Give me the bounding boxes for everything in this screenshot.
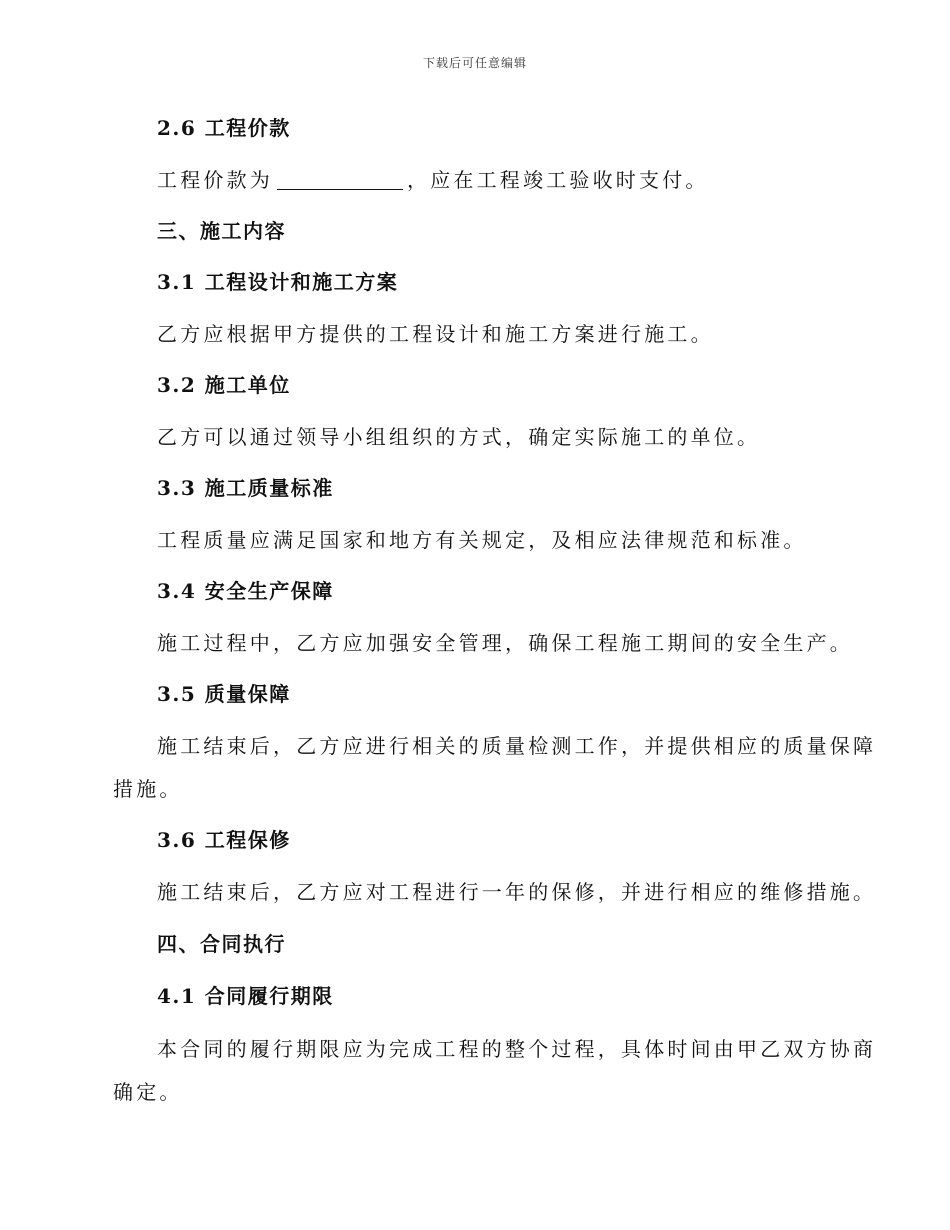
section-3-2-heading: 3.2 施工单位 <box>157 373 291 397</box>
section-3-1-paragraph: 乙方应根据甲方提供的工程设计和施工方案进行施工。 <box>157 322 714 346</box>
section-4-1-heading: 4.1 合同履行期限 <box>157 984 334 1008</box>
section-3-5-paragraph-line-2: 措施。 <box>113 777 183 801</box>
section-3-6-paragraph: 施工结束后，乙方应对工程进行一年的保修，并进行相应的维修措施。 <box>157 880 877 904</box>
section-3-3-paragraph: 工程质量应满足国家和地方有关规定，及相应法律规范和标准。 <box>157 528 807 552</box>
section-2-6-paragraph <box>157 166 709 194</box>
section-3-3-heading: 3.3 施工质量标准 <box>157 476 334 500</box>
section-3-4-heading: 3.4 安全生产保障 <box>157 579 334 603</box>
page-header: 下载后可任意编辑 <box>422 56 527 70</box>
section-3-6-heading: 3.6 工程保修 <box>157 828 291 852</box>
chapter-4-heading: 四、合同执行 <box>157 932 286 956</box>
section-2-6-text-after-blank: ，应在工程竣工验收时支付。 <box>407 168 709 192</box>
section-2-6-heading: 2.6 工程价款 <box>157 116 291 140</box>
section-4-1-paragraph-line-2: 确定。 <box>113 1080 183 1104</box>
section-2-6-text-before-blank: 工程价款为 <box>157 168 273 192</box>
section-4-1-paragraph-line-1: 本合同的履行期限应为完成工程的整个过程，具体时间由甲乙双方协商 <box>157 1037 877 1061</box>
section-3-5-heading: 3.5 质量保障 <box>157 682 291 706</box>
fill-in-blank-line[interactable] <box>277 169 403 190</box>
chapter-3-heading: 三、施工内容 <box>157 219 286 243</box>
section-3-1-heading: 3.1 工程设计和施工方案 <box>157 270 399 294</box>
section-3-2-paragraph: 乙方可以通过领导小组组织的方式，确定实际施工的单位。 <box>157 425 761 449</box>
section-3-4-paragraph: 施工过程中，乙方应加强安全管理，确保工程施工期间的安全生产。 <box>157 631 853 655</box>
section-3-5-paragraph-line-1: 施工结束后，乙方应进行相关的质量检测工作，并提供相应的质量保障 <box>157 734 877 758</box>
